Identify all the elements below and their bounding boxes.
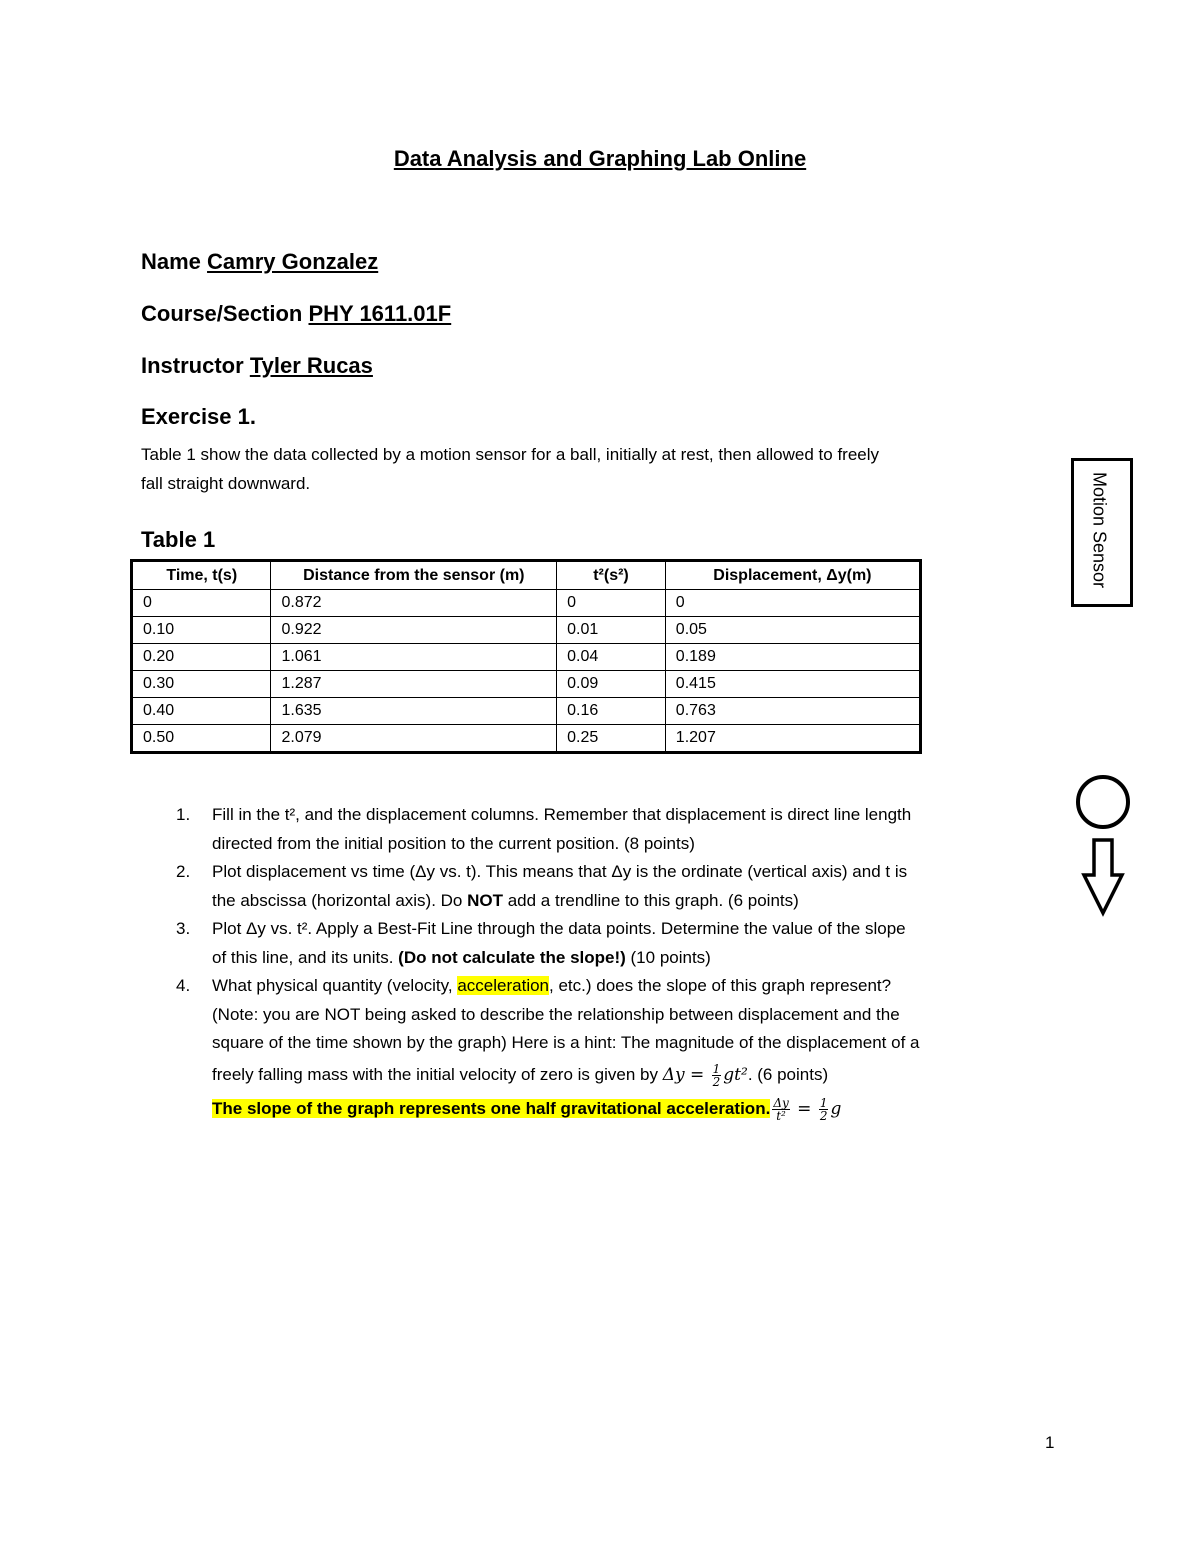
fraction-numerator: 1 [712,1061,721,1076]
down-arrow-icon [1084,840,1122,913]
fraction-denominator: 2 [712,1074,721,1089]
equation-rhs: gt² [723,1064,748,1085]
cell-time: 0.30 [132,671,271,698]
text-run: of this line, and its units. [212,947,399,967]
cell-displacement: 0.763 [665,698,920,725]
cell-time: 0 [132,590,271,617]
header-t-squared: t²(s²) [557,561,666,590]
question-text: Plot Δy vs. t². Apply a Best-Fit Line through the data points. Determine the value of the slope [212,919,906,938]
course-value: PHY 1611.01F [308,301,452,326]
text-run: . (6 points) [747,1064,829,1084]
header-distance: Distance from the sensor (m) [271,561,557,590]
question-text: Fill in the t², and the displacement columns. Remember that displacement is direct line length [212,805,912,824]
exercise-heading: Exercise 1. [141,404,256,429]
question-text [212,972,1050,1001]
fraction [819,1097,829,1122]
equals-sign: = [791,1099,817,1119]
cell-displacement: 0.189 [665,644,920,671]
ball-icon [1078,777,1128,827]
table-row [132,644,921,671]
header-displacement: Displacement, Δy(m) [665,561,920,590]
table-row [132,671,921,698]
question-3 [170,915,1050,972]
text-run: , etc.) does the slope of this graph represent? [549,976,892,995]
question-1 [170,801,1050,858]
answer-line [212,1095,1050,1124]
question-text [212,887,1050,916]
emphasis: NOT [467,890,503,910]
equation-lhs: Δy = [662,1064,710,1085]
cell-t-squared: 0.01 [557,617,666,644]
cell-time: 0.20 [132,644,271,671]
highlighted-answer: acceleration [457,976,550,995]
exercise-intro [141,440,1041,498]
text-run: (10 points) [625,947,711,967]
course-label: Course/Section [141,301,303,326]
page-title: Data Analysis and Graphing Lab Online [393,146,807,171]
table-row [132,617,921,644]
fraction-numerator: 1 [819,1096,828,1110]
cell-displacement: 1.207 [665,725,920,753]
table-header-row [132,561,921,590]
question-2 [170,858,1050,915]
cell-distance: 1.635 [271,698,557,725]
course-field [141,301,451,327]
intro-line-2: fall straight downward. [141,474,311,493]
answer-equation [770,1096,842,1123]
text-run: freely falling mass with the initial velocity of zero is given by [212,1064,663,1084]
cell-distance: 2.079 [271,725,557,753]
gravity-symbol: g [830,1099,842,1119]
question-number: 4. [176,976,191,995]
table-row [132,725,921,753]
header-time: Time, t(s) [132,561,271,590]
cell-displacement: 0.05 [665,617,920,644]
cell-time: 0.10 [132,617,271,644]
question-number: 3. [176,919,191,938]
intro-line-1: Table 1 show the data collected by a motion sensor for a ball, initially at rest, then allowed to freely [141,445,880,464]
question-text [212,944,1050,973]
fraction [772,1097,789,1122]
name-field [141,249,378,275]
instructor-field [141,353,373,379]
cell-t-squared: 0 [557,590,666,617]
cell-displacement: 0 [665,590,920,617]
fraction-numerator: Δy [773,1096,789,1110]
table-row [132,698,921,725]
cell-distance: 0.922 [271,617,557,644]
falling-ball-diagram [1070,770,1140,920]
question-text: Plot displacement vs time (Δy vs. t). This means that Δy is the ordinate (vertical axis) and t is [212,862,908,881]
table-title: Table 1 [141,527,216,552]
cell-distance: 1.061 [271,644,557,671]
fraction-denominator: 2 [819,1109,828,1123]
data-table [130,559,922,754]
question-4 [170,972,1050,1124]
fraction [712,1063,722,1088]
cell-time: 0.40 [132,698,271,725]
question-number: 2. [176,862,191,881]
instructor-label: Instructor [141,353,244,378]
cell-t-squared: 0.04 [557,644,666,671]
question-text: directed from the initial position to the current position. (8 points) [212,833,695,853]
question-list [170,801,1050,1124]
text-run: the abscissa (horizontal axis). Do [212,890,468,910]
question-number: 1. [176,805,191,824]
text-run: What physical quantity (velocity, [212,976,458,995]
question-text [212,1061,1050,1090]
cell-distance: 0.872 [271,590,557,617]
cell-time: 0.50 [132,725,271,753]
emphasis: (Do not calculate the slope!) [398,947,626,967]
cell-t-squared: 0.25 [557,725,666,753]
answer-text: The slope of the graph represents one half gravitational acceleration. [212,1099,771,1118]
name-label: Name [141,249,201,274]
page-number: 1 [1045,1433,1055,1452]
motion-sensor-label: Motion Sensor [1089,471,1110,588]
name-value: Camry Gonzalez [207,249,379,274]
table-row [132,590,921,617]
cell-distance: 1.287 [271,671,557,698]
question-text: square of the time shown by the graph) Here is a hint: The magnitude of the displacement of a [212,1033,920,1052]
fraction-denominator: t² [776,1109,786,1123]
text-run: add a trendline to this graph. (6 points) [503,890,799,910]
instructor-value: Tyler Rucas [249,353,373,378]
equation [662,1061,748,1089]
cell-displacement: 0.415 [665,671,920,698]
question-text: (Note: you are NOT being asked to describe the relationship between displacement and the [212,1004,900,1024]
motion-sensor-label-wrap [1071,458,1127,601]
cell-t-squared: 0.09 [557,671,666,698]
cell-t-squared: 0.16 [557,698,666,725]
